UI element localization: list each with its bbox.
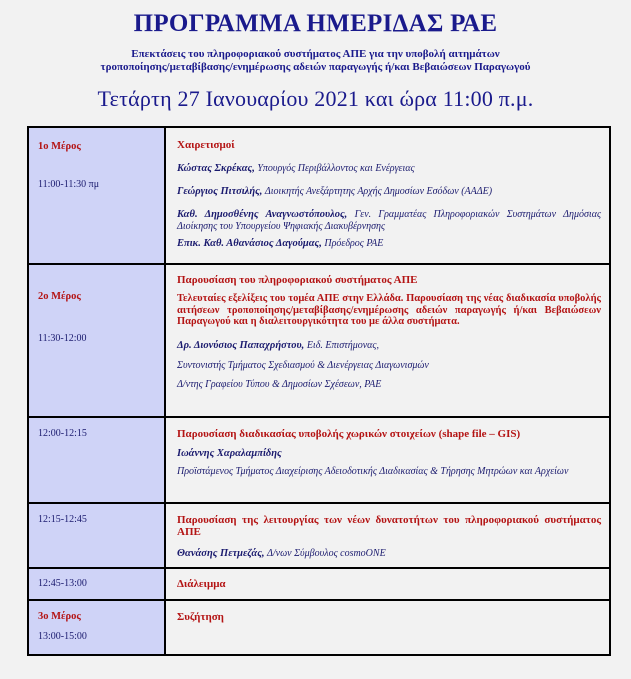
part-label: 1ο Μέρος: [38, 141, 81, 152]
speaker: [177, 340, 601, 352]
table-row: [28, 568, 610, 600]
session-title: Συζήτηση: [177, 611, 224, 623]
subtitle-line-1: Επεκτάσεις του πληροφοριακού συστήματος ΑΠΕ για την υποβολή αιτημάτων: [131, 48, 500, 60]
time-cell: [28, 127, 165, 264]
time-label: 13:00-15:00: [38, 631, 87, 642]
speaker-role: Πρόεδρος ΡΑΕ: [324, 238, 384, 249]
session-title: Παρουσίαση του πληροφοριακού συστήματος ΑΠΕ: [177, 274, 418, 286]
time-cell: [28, 600, 165, 655]
session-title: Παρουσίαση της λειτουργίας των νέων δυνατοτήτων του πληροφοριακού συστήματος ΑΠΕ: [177, 514, 601, 538]
page-title: ΠΡΟΓΡΑΜΜΑ ΗΜΕΡΙΔΑΣ ΡΑΕ: [133, 10, 498, 37]
speaker: [177, 186, 601, 198]
event-date: Τετάρτη 27 Ιανουαρίου 2021 και ώρα 11:00 π.μ.: [97, 86, 534, 111]
content-cell: [165, 503, 610, 568]
session-description: Τελευταίες εξελίξεις του τομέα ΑΠΕ στην Ελλάδα. Παρουσίαση της νέας διαδικασία υποβολής αιτήσεων τροποποίησης/μεταβίβασης/ενημέρωσης αδειών παραγωγής ή/και Βεβαιώσεων Παραγωγού και η διαλειτουργικότητα του με άλλα συστήματα.: [177, 293, 601, 327]
speaker: [177, 548, 601, 560]
time-cell: [28, 568, 165, 600]
content-cell: [165, 417, 610, 503]
time-label: 12:45-13:00: [38, 578, 87, 589]
speaker: [177, 238, 601, 250]
time-cell: [28, 417, 165, 503]
speaker-role-line: Δ/ντης Γραφείου Τύπου & Δημοσίων Σχέσεων, ΡΑΕ: [177, 378, 382, 390]
session-title: Παρουσίαση διαδικασίας υποβολής χωρικών στοιχείων (shape file – GIS): [177, 428, 521, 440]
speaker-name: Καθ. Δημοσθένης Αναγνωστόπουλος,: [177, 209, 348, 220]
speaker-name: Γεώργιος Πιτσιλής,: [177, 186, 263, 197]
speaker-role: Διοικητής Ανεξάρτητης Αρχής Δημοσίων Εσόδων (ΑΑΔΕ): [264, 186, 493, 197]
speaker-name: Επικ. Καθ. Αθανάσιος Δαγούμας,: [177, 238, 322, 249]
table-row: [28, 600, 610, 655]
time-cell: [28, 503, 165, 568]
speaker-name: Θανάσης Πετμεζάς,: [177, 548, 265, 559]
time-label: 12:00-12:15: [38, 428, 87, 439]
speaker-name: Κώστας Σκρέκας,: [177, 163, 255, 174]
speaker-name: [177, 448, 601, 460]
content-cell: [165, 264, 610, 417]
content-cell: [165, 568, 610, 600]
speaker-role: Υπουργός Περιβάλλοντος και Ενέργειας: [257, 163, 415, 174]
time-label: 11:30-12:00: [38, 333, 87, 344]
table-row: [28, 503, 610, 568]
speaker-role: Ειδ. Επιστήμονας,: [306, 339, 379, 351]
content-cell: [165, 600, 610, 655]
schedule-table: [27, 126, 611, 656]
speaker-role: Προϊστάμενος Τμήματος Διαχείρισης Αδειοδοτικής Διαδικασίας & Τήρησης Μητρώων και Αρχείων: [177, 466, 569, 477]
speaker: [177, 163, 601, 175]
content-cell: [165, 127, 610, 264]
speaker-role-line: Συντονιστής Τμήματος Σχεδιασμού & Διενέργειας Διαγωνισμών: [177, 359, 429, 371]
time-label: 12:15-12:45: [38, 514, 87, 525]
speaker: [177, 209, 601, 233]
table-row: [28, 264, 610, 417]
table-row: [28, 127, 610, 264]
session-title: Χαιρετισμοί: [177, 139, 235, 151]
part-label: 3ο Μέρος: [38, 611, 81, 622]
session-title: Διάλειμμα: [177, 578, 226, 590]
subtitle: [0, 48, 631, 74]
speaker-name-text: Ιωάννης Χαραλαμπίδης: [177, 448, 282, 459]
speaker-role: Δ/νων Σύμβουλος cosmoONE: [267, 548, 386, 559]
time-cell: [28, 264, 165, 417]
time-label: 11:00-11:30 πμ: [38, 179, 100, 190]
table-row: [28, 417, 610, 503]
speaker-role: Γεν. Γραμματέας Πληροφοριακών Συστημάτων Δημόσιας Διοίκησης του Υπουργείου Ψηφιακής Διακυβέρνησης: [177, 209, 602, 232]
subtitle-line-2: τροποποίησης/μεταβίβασης/ενημέρωσης αδειών παραγωγής ή/και Βεβαιώσεων Παραγωγού: [100, 61, 531, 73]
part-label: 2ο Μέρος: [38, 291, 81, 302]
speaker-name: Δρ. Διονύσιος Παπαχρήστου,: [177, 339, 305, 351]
